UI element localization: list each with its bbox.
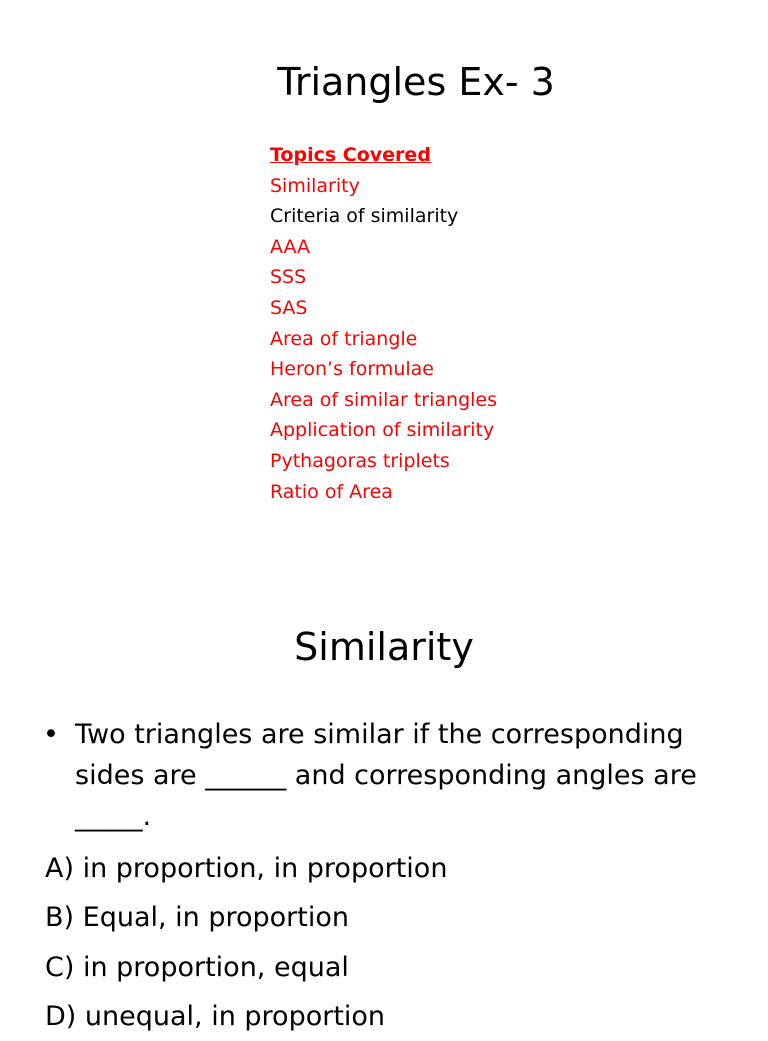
topic-item: Similarity [270, 174, 360, 197]
options-list [45, 844, 447, 1041]
topics-list [270, 171, 497, 508]
topic-item: Heron’s formulae [270, 358, 434, 381]
topic-item: Area of similar triangles [270, 388, 498, 411]
topic-item: AAA [270, 235, 311, 258]
topic-item: SAS [270, 296, 308, 319]
question-text: Two triangles are similar if the corresponding sides are ______ and corresponding angles are _____. [75, 719, 697, 832]
topics-heading: Topics Covered [270, 144, 431, 166]
answer-option: B) Equal, in proportion [45, 902, 350, 934]
topic-item: Ratio of Area [270, 480, 393, 503]
answer-option: D) unequal, in proportion [45, 1000, 386, 1032]
question [43, 714, 743, 837]
bullet-icon: • [43, 719, 59, 750]
topic-item: Criteria of similarity [270, 205, 459, 228]
answer-option: C) in proportion, equal [45, 951, 349, 983]
topic-item: SSS [270, 266, 307, 289]
section-title: Similarity [294, 625, 474, 669]
slide-title: Triangles Ex- 3 [277, 60, 555, 104]
topic-item: Pythagoras triplets [270, 449, 450, 472]
answer-option: A) in proportion, in proportion [45, 853, 448, 884]
topic-item: Area of triangle [270, 327, 418, 350]
topic-item: Application of similarity [270, 419, 495, 442]
